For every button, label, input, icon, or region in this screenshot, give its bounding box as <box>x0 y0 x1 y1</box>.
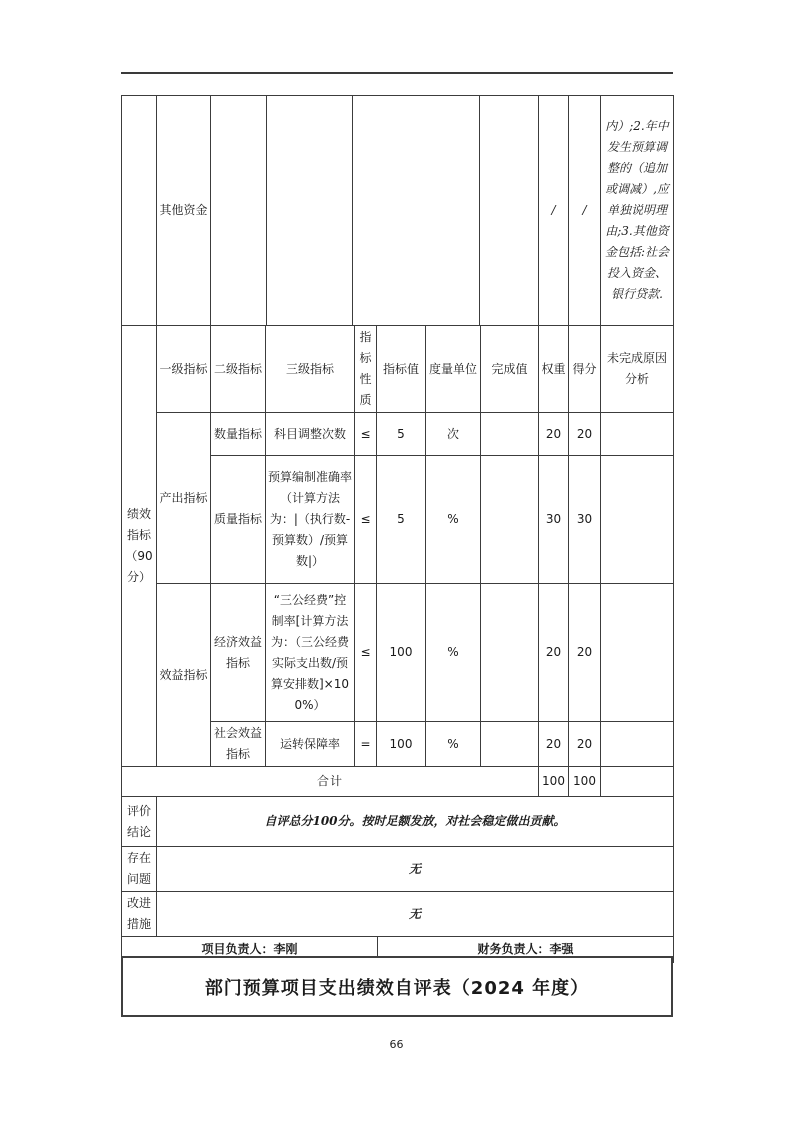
unit-cell: % <box>426 584 481 722</box>
problems-content-cell: 无 <box>157 847 674 892</box>
done-cell <box>481 413 539 456</box>
weight-cell: 30 <box>539 456 569 584</box>
conclusion-content-cell: 自评总分100分。按时足额发放，对社会稳定做出贡献。 <box>157 797 674 847</box>
done-cell <box>481 456 539 584</box>
level2-cell: 经济效益指标 <box>211 584 266 722</box>
nature-cell: ≤ <box>355 456 377 584</box>
col-header-level3: 三级指标 <box>266 326 355 413</box>
summary-row-problems <box>122 847 674 892</box>
next-table-title: 部门预算项目支出绩效自评表（2024 年度） <box>204 977 590 999</box>
reason-cell <box>601 722 674 767</box>
col-header-weight: 权重 <box>539 326 569 413</box>
nature-cell: ≤ <box>355 584 377 722</box>
done-cell <box>481 584 539 722</box>
empty-cell <box>480 96 539 326</box>
level3-cell: “三公经费”控制率[计算方法为：（三公经费实际支出数/预算安排数]×100%） <box>266 584 355 722</box>
project-manager-cell: 项目负责人：李刚 <box>122 937 378 963</box>
weight-cell: 20 <box>539 413 569 456</box>
col-header-reason: 未完成原因分析 <box>601 326 674 413</box>
unit-cell: 次 <box>426 413 481 456</box>
level3-cell: 运转保障率 <box>266 722 355 767</box>
level2-cell: 质量指标 <box>211 456 266 584</box>
total-reason-cell <box>601 767 674 797</box>
nature-cell: = <box>355 722 377 767</box>
table-stack <box>121 95 673 963</box>
summary-row-improvements <box>122 892 674 937</box>
level1-output-cell: 产出指标 <box>157 413 211 584</box>
empty-cell <box>122 96 157 326</box>
problems-label-cell: 存在问题 <box>122 847 157 892</box>
col-header-done: 完成值 <box>481 326 539 413</box>
empty-cell <box>267 96 353 326</box>
total-weight-cell: 100 <box>539 767 569 797</box>
indicator-row-economic <box>122 584 674 722</box>
funding-row <box>122 96 674 326</box>
slash-value-cell: / <box>539 96 569 326</box>
value-cell: 100 <box>377 722 426 767</box>
value-cell: 5 <box>377 456 426 584</box>
nature-cell: ≤ <box>355 413 377 456</box>
col-header-nature: 指标性质 <box>355 326 377 413</box>
score-cell: 20 <box>569 413 601 456</box>
done-cell <box>481 722 539 767</box>
score-cell: 20 <box>569 584 601 722</box>
header-rule <box>121 72 673 74</box>
col-header-level1: 一级指标 <box>157 326 211 413</box>
total-score-cell: 100 <box>569 767 601 797</box>
fund-type-label: 其他资金 <box>157 96 211 326</box>
empty-cell <box>353 96 480 326</box>
funding-continuation-table <box>121 95 674 326</box>
score-cell: 20 <box>569 722 601 767</box>
remarks-note-cell: 内）;2.年中发生预算调整的（追加或调减）,应单独说明理由;3.其他资金包括:社会投入资金、银行贷款. <box>601 96 674 326</box>
indicator-header-row <box>122 326 674 413</box>
reason-cell <box>601 413 674 456</box>
improvements-content-cell: 无 <box>157 892 674 937</box>
weight-cell: 20 <box>539 584 569 722</box>
slash-value-cell: / <box>569 96 601 326</box>
improvements-label-cell: 改进措施 <box>122 892 157 937</box>
col-header-unit: 度量单位 <box>426 326 481 413</box>
score-cell: 30 <box>569 456 601 584</box>
page-number: 66 <box>389 1038 404 1051</box>
col-header-value: 指标值 <box>377 326 426 413</box>
unit-cell: % <box>426 456 481 584</box>
summary-row-conclusion <box>122 797 674 847</box>
col-header-score: 得分 <box>569 326 601 413</box>
reason-cell <box>601 456 674 584</box>
level1-benefit-cell: 效益指标 <box>157 584 211 767</box>
level3-cell: 科目调整次数 <box>266 413 355 456</box>
total-label-cell: 合计 <box>122 767 539 797</box>
group-label-cell: 绩效指标（90分） <box>122 326 157 767</box>
level2-cell: 数量指标 <box>211 413 266 456</box>
finance-manager-cell: 财务负责人：李强 <box>378 937 674 963</box>
weight-cell: 20 <box>539 722 569 767</box>
level2-cell: 社会效益指标 <box>211 722 266 767</box>
col-header-level2: 二级指标 <box>211 326 266 413</box>
value-cell: 100 <box>377 584 426 722</box>
next-table-title-box <box>121 956 673 1017</box>
total-row <box>122 767 674 797</box>
empty-cell <box>211 96 267 326</box>
level3-cell: 预算编制准确率（计算方法为：|（执行数-预算数）/预算数|） <box>266 456 355 584</box>
reason-cell <box>601 584 674 722</box>
conclusion-label-cell: 评价结论 <box>122 797 157 847</box>
indicator-table <box>121 325 674 797</box>
summary-table <box>121 796 674 937</box>
unit-cell: % <box>426 722 481 767</box>
indicator-row-quantity <box>122 413 674 456</box>
value-cell: 5 <box>377 413 426 456</box>
